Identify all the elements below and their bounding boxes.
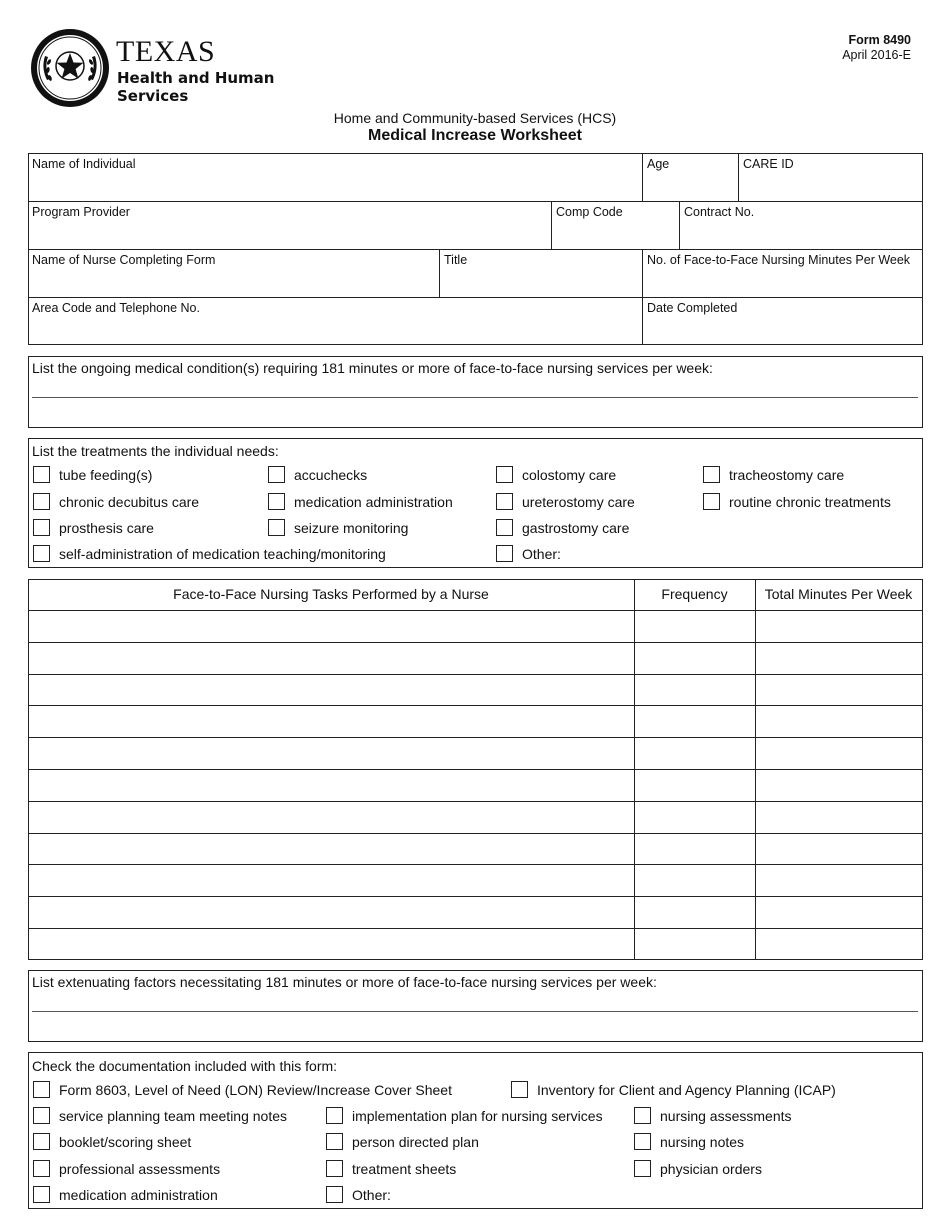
age-field[interactable]: Age [647,157,670,171]
option-tracheostomy-care: tracheostomy care [729,467,845,483]
doc-icap: Inventory for Client and Agency Planning (ICAP) [537,1082,836,1098]
task-cell[interactable] [29,675,634,706]
checkbox-professional-assessments[interactable] [33,1160,50,1177]
factors-input-line[interactable] [32,1011,918,1012]
checkbox-form-8603[interactable] [33,1081,50,1098]
total-minutes-cell[interactable] [756,675,922,706]
option-gastrostomy-care: gastrostomy care [522,520,630,536]
documentation-prompt: Check the documentation included with this form: [32,1058,338,1074]
care-id-field[interactable]: CARE ID [743,157,794,171]
option-self-administration: self-administration of medication teaching/monitoring [59,546,386,562]
checkbox-doc-medication-administration[interactable] [33,1186,50,1203]
column-header-frequency: Frequency [661,586,728,602]
checkbox-ureterostomy-care[interactable] [496,493,513,510]
logo-texas-text: TEXAS [116,35,216,68]
total-minutes-cell[interactable] [756,929,922,960]
checkbox-chronic-decubitus-care[interactable] [33,493,50,510]
logo-line-2: Health and Human [117,69,275,87]
checkbox-self-administration[interactable] [33,545,50,562]
doc-nursing-assessments: nursing assessments [660,1108,792,1124]
total-minutes-cell[interactable] [756,738,922,769]
checkbox-medication-administration[interactable] [268,493,285,510]
checkbox-colostomy-care[interactable] [496,466,513,483]
checkbox-tracheostomy-care[interactable] [703,466,720,483]
frequency-cell[interactable] [635,738,755,769]
checkbox-nursing-assessments[interactable] [634,1107,651,1124]
total-minutes-cell[interactable] [756,834,922,865]
total-minutes-cell[interactable] [756,897,922,928]
total-minutes-cell[interactable] [756,706,922,737]
frequency-cell[interactable] [635,706,755,737]
form-date: April 2016-E [842,48,911,62]
task-cell[interactable] [29,706,634,737]
checkbox-implementation-plan[interactable] [326,1107,343,1124]
doc-medication-administration: medication administration [59,1187,218,1203]
option-medication-administration: medication administration [294,494,453,510]
option-ureterostomy-care: ureterostomy care [522,494,635,510]
date-completed-field[interactable]: Date Completed [647,301,738,315]
column-header-total-minutes: Total Minutes Per Week [764,586,913,602]
column-header-task: Face-to-Face Nursing Tasks Performed by a Nurse [173,586,489,602]
checkbox-service-planning-notes[interactable] [33,1107,50,1124]
option-routine-chronic-treatments: routine chronic treatments [729,494,891,510]
total-minutes-cell[interactable] [756,643,922,674]
frequency-cell[interactable] [635,675,755,706]
total-minutes-cell[interactable] [756,865,922,896]
task-cell[interactable] [29,802,634,833]
checkbox-routine-chronic-treatments[interactable] [703,493,720,510]
frequency-cell[interactable] [635,929,755,960]
checkbox-tube-feeding[interactable] [33,466,50,483]
frequency-cell[interactable] [635,834,755,865]
checkbox-treatment-other[interactable] [496,545,513,562]
form-subtitle: Home and Community-based Services (HCS) [333,110,617,126]
checkbox-gastrostomy-care[interactable] [496,519,513,536]
doc-booklet-scoring-sheet: booklet/scoring sheet [59,1134,192,1150]
frequency-cell[interactable] [635,897,755,928]
frequency-cell[interactable] [635,865,755,896]
nursing-minutes-field[interactable]: No. of Face-to-Face Nursing Minutes Per Week [647,253,911,267]
checkbox-physician-orders[interactable] [634,1160,651,1177]
frequency-cell[interactable] [635,643,755,674]
task-cell[interactable] [29,897,634,928]
name-of-individual-field[interactable]: Name of Individual [32,157,136,171]
checkbox-accuchecks[interactable] [268,466,285,483]
doc-other: Other: [352,1187,391,1203]
option-tube-feeding: tube feeding(s) [59,467,153,483]
doc-form-8603: Form 8603, Level of Need (LON) Review/Increase Cover Sheet [59,1082,452,1098]
option-colostomy-care: colostomy care [522,467,617,483]
task-cell[interactable] [29,611,634,642]
factors-prompt: List extenuating factors necessitating 181 minutes or more of face-to-face nursing services per week: [32,974,657,990]
checkbox-booklet-scoring-sheet[interactable] [33,1133,50,1150]
task-cell[interactable] [29,929,634,960]
doc-nursing-notes: nursing notes [660,1134,745,1150]
option-prosthesis-care: prosthesis care [59,520,154,536]
program-provider-field[interactable]: Program Provider [32,205,130,219]
task-cell[interactable] [29,770,634,801]
task-cell[interactable] [29,643,634,674]
checkbox-treatment-sheets[interactable] [326,1160,343,1177]
contract-no-field[interactable]: Contract No. [684,205,755,219]
doc-service-planning-notes: service planning team meeting notes [59,1108,288,1124]
option-accuchecks: accuchecks [294,467,368,483]
conditions-prompt: List the ongoing medical condition(s) requiring 181 minutes or more of face-to-face nursing services per week: [32,360,713,376]
total-minutes-cell[interactable] [756,770,922,801]
option-seizure-monitoring: seizure monitoring [294,520,409,536]
checkbox-person-directed-plan[interactable] [326,1133,343,1150]
task-cell[interactable] [29,738,634,769]
checkbox-icap[interactable] [511,1081,528,1098]
doc-physician-orders: physician orders [660,1161,762,1177]
doc-implementation-plan: implementation plan for nursing services [352,1108,603,1124]
frequency-cell[interactable] [635,802,755,833]
nurse-title-field[interactable]: Title [444,253,468,267]
nurse-name-field[interactable]: Name of Nurse Completing Form [32,253,216,267]
frequency-cell[interactable] [635,611,755,642]
checkbox-seizure-monitoring[interactable] [268,519,285,536]
texas-seal-logo [30,28,110,108]
telephone-field[interactable]: Area Code and Telephone No. [32,301,200,315]
total-minutes-cell[interactable] [756,802,922,833]
checkbox-doc-other[interactable] [326,1186,343,1203]
form-number: Form 8490 [848,33,911,47]
conditions-input-line[interactable] [32,397,918,398]
option-chronic-decubitus-care: chronic decubitus care [59,494,200,510]
checkbox-prosthesis-care[interactable] [33,519,50,536]
doc-treatment-sheets: treatment sheets [352,1161,457,1177]
total-minutes-cell[interactable] [756,611,922,642]
comp-code-field[interactable]: Comp Code [556,205,623,219]
form-title: Medical Increase Worksheet [367,127,583,144]
task-cell[interactable] [29,865,634,896]
documentation-section [28,1052,923,1209]
doc-person-directed-plan: person directed plan [352,1134,479,1150]
task-cell[interactable] [29,834,634,865]
option-treatment-other: Other: [522,546,561,562]
doc-professional-assessments: professional assessments [59,1161,221,1177]
checkbox-nursing-notes[interactable] [634,1133,651,1150]
logo-line-3: Services [117,87,189,105]
frequency-cell[interactable] [635,770,755,801]
treatments-prompt: List the treatments the individual needs: [32,443,279,459]
